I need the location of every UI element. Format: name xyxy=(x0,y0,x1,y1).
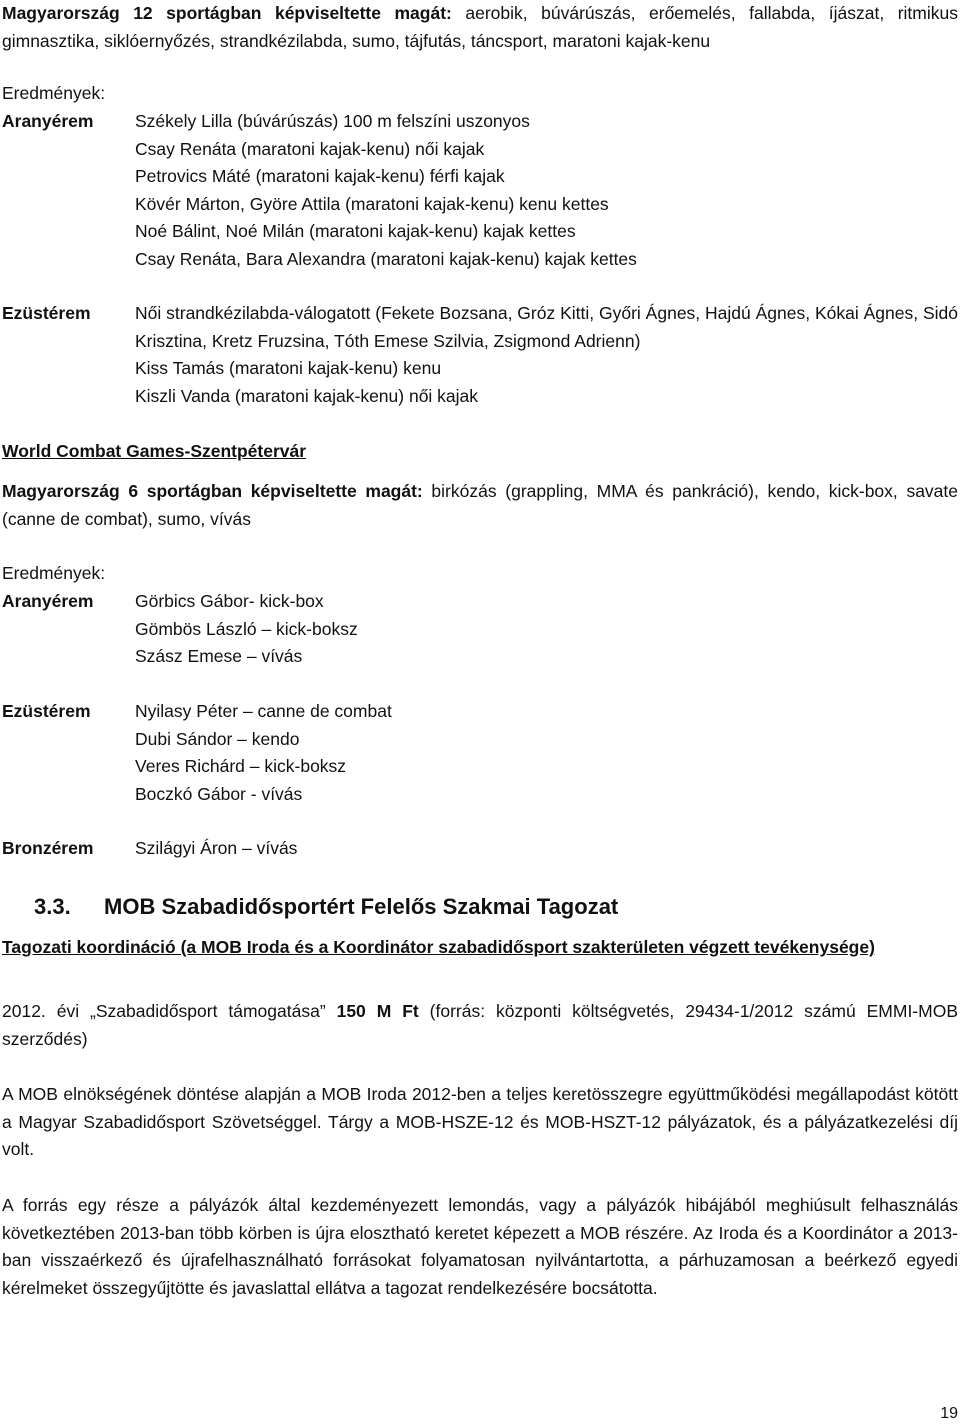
reallocation-paragraph: A forrás egy része a pályázók által kezdeményezett lemondás, vagy a pályázók hibájából meghiúsult felhasználás következtében 2013-ban több körben is újra elosztható keretet képezett a MOB részére. Az Iroda és a Koordinátor a 2013-ban visszaérkező és újrafelhasználható forrásokat folyamatosan nyilvántartotta, a párhuzamosan a beérkező egyedi kérelmeket összegyűjtötte és javaslattal ellátva a tagozat rendelkezésére bocsátotta. xyxy=(2,1195,958,1298)
gold-list-1 xyxy=(135,108,958,273)
medal-entry: Szilágyi Áron – vívás xyxy=(135,838,298,858)
section-title: MOB Szabadidősportért Felelős Szakmai Tagozat xyxy=(104,894,619,919)
medal-entry: Görbics Gábor- kick-box xyxy=(135,591,324,611)
medal-entry: Csay Renáta (maratoni kajak-kenu) női kajak xyxy=(135,138,485,159)
intro-text-2: birkózás (grappling, MMA és pankráció), kendo, kick-box, savate (canne de combat), sumo, vívás xyxy=(2,481,959,529)
silver-label-1: Ezüstérem xyxy=(2,303,91,323)
silver-list-1 xyxy=(135,300,958,410)
gold-label-1: Aranyérem xyxy=(2,111,94,131)
medal-entry: Kiss Tamás (maratoni kajak-kenu) kenu xyxy=(135,358,442,378)
agreement-paragraph: A MOB elnökségének döntése alapján a MOB Iroda 2012-ben a teljes keretösszegre együttműködési megállapodást kötött a Magyar Szabadidősport Szövetséggel. Tárgy a MOB-HSZE-12 és MOB-HSZT-12 pályázatok, és a pályázatkezelési díj volt. xyxy=(2,1084,958,1159)
medal-entry: Dubi Sándor – kendo xyxy=(135,728,300,749)
medal-entry: Gömbös László – kick-boksz xyxy=(135,618,358,639)
bronze-list-2 xyxy=(135,835,958,863)
medal-entry: Szász Emese – vívás xyxy=(135,646,303,666)
medal-entry: Kövér Márton, Györe Attila (maratoni kajak-kenu) kenu kettes xyxy=(135,193,609,214)
intro-bold-1: Magyarország 12 sportágban képviseltette magát: xyxy=(2,3,452,23)
intro-text-1: aerobik, búvárúszás, erőemelés, fallabda, íjászat, ritmikus gimnasztika, siklóernyőzés, strandkézilabda, sumo, tájfutás, táncsport, maratoni kajak-kenu xyxy=(2,3,958,51)
medal-entry: Nyilasy Péter – canne de combat xyxy=(135,701,392,721)
funding-paragraph xyxy=(2,998,958,1053)
section-number: 3.3. xyxy=(34,894,71,919)
silver-label-2: Ezüstérem xyxy=(2,701,91,721)
bronze-label-2: Bronzérem xyxy=(2,838,94,858)
funding-text-b: (forrás: központi költségvetés, 29434-1/2012 számú EMMI-MOB szerződés) xyxy=(2,1001,958,1049)
medal-entry: Petrovics Máté (maratoni kajak-kenu) férfi kajak xyxy=(135,166,505,186)
gold-list-2 xyxy=(135,588,958,671)
medal-entry: Boczkó Gábor - vívás xyxy=(135,783,303,804)
results-label-2: Eredmények: xyxy=(2,563,106,583)
section-subheading: Tagozati koordináció (a MOB Iroda és a Koordinátor szabadidősport szakterületen végzett tevékenysége) xyxy=(2,937,875,957)
intro-paragraph-2 xyxy=(2,478,958,533)
gold-label-2: Aranyérem xyxy=(2,591,94,611)
funding-text-a: 2012. évi „Szabadidősport támogatása” xyxy=(2,1001,337,1021)
world-combat-games-heading: World Combat Games-Szentpétervár xyxy=(2,441,307,461)
page-number: 19 xyxy=(940,1405,958,1422)
medal-entry: Veres Richárd – kick-boksz xyxy=(135,756,347,776)
medal-entry: Székely Lilla (búvárúszás) 100 m felszíni uszonyos xyxy=(135,111,530,131)
medal-entry: Kiszli Vanda (maratoni kajak-kenu) női kajak xyxy=(135,385,479,406)
medal-entry: Női strandkézilabda-válogatott (Fekete Bozsana, Gróz Kitti, Győri Ágnes, Hajdú Ágnes, Kókai Ágnes, Sidó Krisztina, Kretz Fruzsina, Tóth Emese Szilvia, Zsigmond Adrienn) xyxy=(135,303,958,351)
intro-bold-2: Magyarország 6 sportágban képviseltette magát: xyxy=(2,481,423,501)
funding-amount: 150 M Ft xyxy=(336,1001,419,1021)
intro-paragraph-1 xyxy=(2,0,958,55)
results-label-1: Eredmények: xyxy=(2,83,106,103)
silver-list-2 xyxy=(135,698,958,808)
medal-entry: Csay Renáta, Bara Alexandra (maratoni kajak-kenu) kajak kettes xyxy=(135,248,637,269)
medal-entry: Noé Bálint, Noé Milán (maratoni kajak-kenu) kajak kettes xyxy=(135,221,576,241)
